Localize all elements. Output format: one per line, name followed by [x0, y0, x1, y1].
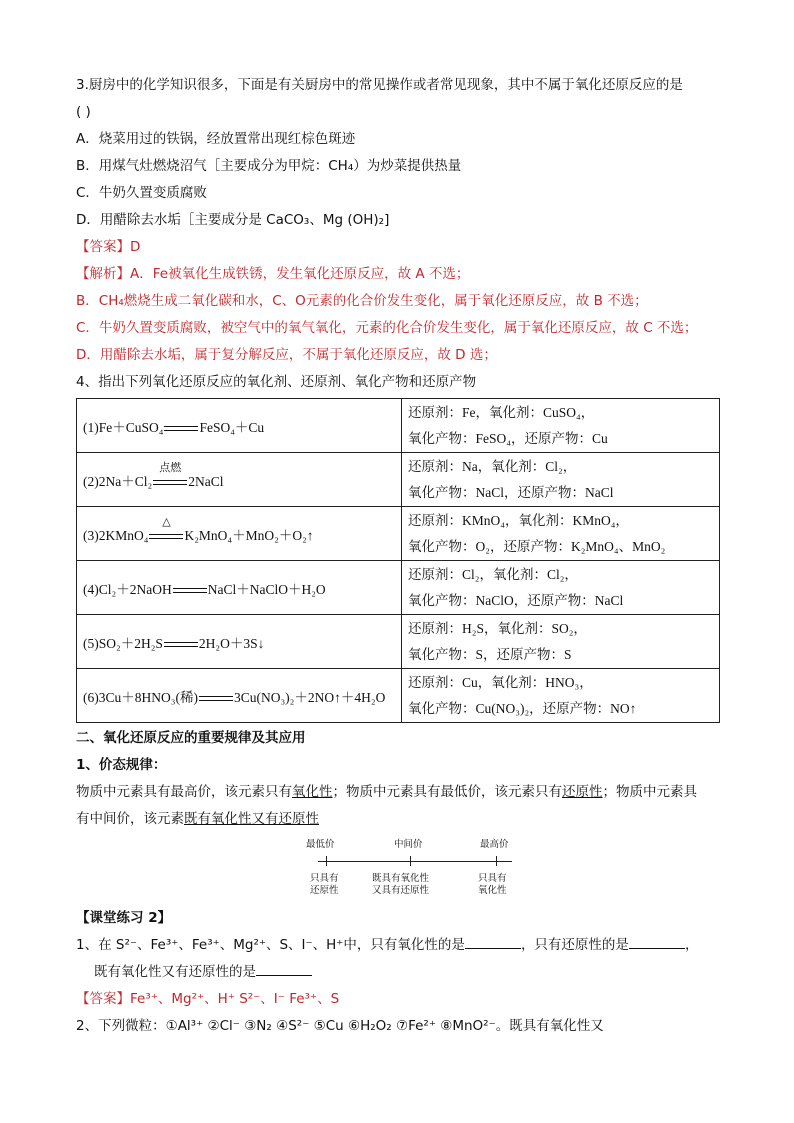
reaction-arrow — [163, 636, 199, 652]
answer-label: 【答案】 — [76, 991, 130, 1007]
q3-option-d: D．用醋除去水垢［主要成分是 CaCO₃、Mg (OH)₂] — [76, 212, 390, 228]
q1-text: ， — [684, 937, 699, 953]
q3-answer — [76, 234, 720, 261]
reaction-arrow: 点燃 — [152, 474, 188, 490]
q3-option-b: B．用煤气灶燃烧沼气［主要成分为甲烷：CH₄）为炒菜提供热量 — [76, 158, 462, 174]
reaction-table — [76, 398, 720, 723]
practice-q1-line1 — [76, 932, 720, 959]
q3-paren: ( ) — [76, 104, 91, 120]
practice-answer — [76, 986, 720, 1013]
document-page — [76, 72, 720, 1040]
reaction-row — [77, 453, 720, 507]
rule-line-2 — [76, 806, 720, 833]
reaction-equation: (1)Fe＋CuSO₄ FeSO₄＋Cu — [77, 399, 402, 453]
rule-text: ；物质中元素具 — [602, 784, 697, 800]
reaction-answer: 还原剂：Cl₂，氧化剂：Cl₂， 氧化产物：NaClO，还原产物：NaCl — [402, 561, 720, 615]
high-desc: 只具有 氧化性 — [478, 873, 507, 896]
rule-text: 物质中元素具有最高价，该元素只有 — [76, 784, 292, 800]
practice-q2: 2、下列微粒：①Al³⁺ ②Cl⁻ ③N₂ ④S²⁻ ⑤Cu ⑥H₂O₂ ⑦Fe²⁺ ⑧MnO²⁻。既具有氧化性又 — [76, 1018, 604, 1034]
practice-title: 【课堂练习 2】 — [76, 910, 172, 926]
reaction-arrow — [163, 420, 199, 436]
reaction-row — [77, 507, 720, 561]
valence-diagram — [306, 839, 520, 901]
answer-blank[interactable] — [629, 934, 685, 949]
rule-underline: 既有氧化性又有还原性 — [184, 811, 319, 827]
mid-desc: 既具有氧化性 又具有还原性 — [372, 873, 430, 896]
reaction-row — [77, 399, 720, 453]
q3-analysis-a — [76, 261, 720, 288]
reaction-row — [77, 615, 720, 669]
low-desc: 只具有 还原性 — [310, 873, 339, 896]
valence-axis — [318, 861, 512, 862]
q1-text: ，只有还原性的是 — [520, 937, 629, 953]
q1-text: 1、在 S²⁻、Fe³⁺、Fe³⁺、Mg²⁺、S、I⁻、H⁺中，只有氧化性的是 — [76, 937, 465, 953]
reaction-equation: (6)3Cu＋8HNO₃(稀) 3Cu(NO₃)₂＋2NO↑＋4H₂O — [77, 669, 402, 723]
answer-value: Fe³⁺、Mg²⁺、H⁺ S²⁻、I⁻ Fe³⁺、S — [130, 991, 340, 1007]
reaction-arrow — [172, 582, 208, 598]
subsection-title: 1、价态规律： — [76, 757, 167, 773]
answer-value: D — [130, 239, 141, 255]
reaction-answer: 还原剂：KMnO₄，氧化剂：KMnO₄， 氧化产物：O₂，还原产物：K₂MnO₄、MnO₂ — [402, 507, 720, 561]
section-title: 二、氧化还原反应的重要规律及其应用 — [76, 730, 306, 746]
analysis-label: 【解析】 — [76, 266, 130, 282]
reaction-equation: (5)SO₂＋2H₂S 2H₂O＋3S↓ — [77, 615, 402, 669]
tick-mid — [410, 856, 411, 866]
rule-text: ；物质中元素具有最低价，该元素只有 — [332, 784, 562, 800]
reaction-arrow — [198, 690, 234, 706]
q3-analysis-d: D．用醋除去水垢，属于复分解反应，不属于氧化还原反应，故 D 选； — [76, 347, 497, 363]
q4-stem: 4、指出下列氧化还原反应的氧化剂、还原剂、氧化产物和还原产物 — [76, 374, 477, 390]
reaction-equation: (3)2KMnO₄ △ K₂MnO₄＋MnO₂＋O₂↑ — [77, 507, 402, 561]
rule-text: 有中间价，该元素 — [76, 811, 184, 827]
label-high: 最高价 — [480, 839, 509, 850]
answer-blank[interactable] — [256, 961, 312, 976]
q3-analysis-c: C．牛奶久置变质腐败，被空气中的氧气氧化，元素的化合价发生变化，属于氧化还原反应，故 C 不选； — [76, 320, 698, 336]
reaction-row — [77, 669, 720, 723]
rule-underline: 氧化性 — [292, 784, 333, 800]
practice-q1-line2 — [76, 959, 720, 986]
q3-option-c: C．牛奶久置变质腐败 — [76, 185, 207, 201]
q3-option-a: A．烧菜用过的铁锅，经放置常出现红棕色斑迹 — [76, 131, 356, 147]
reaction-arrow: △ — [148, 528, 184, 544]
q1-text: 既有氧化性又有还原性的是 — [94, 964, 256, 980]
label-low: 最低价 — [306, 839, 335, 850]
rule-line-1 — [76, 779, 720, 806]
rule-underline: 还原性 — [562, 784, 603, 800]
tick-high — [496, 856, 497, 866]
reaction-answer: 还原剂：Fe，氧化剂：CuSO₄， 氧化产物：FeSO₄，还原产物：Cu — [402, 399, 720, 453]
q3-analysis-b: B．CH₄燃烧生成二氧化碳和水，C、O元素的化合价发生变化，属于氧化还原反应，故 B 不选； — [76, 293, 648, 309]
reaction-answer: 还原剂：Na，氧化剂：Cl₂， 氧化产物：NaCl，还原产物：NaCl — [402, 453, 720, 507]
analysis-line: A．Fe被氧化生成铁锈，发生氧化还原反应，故 A 不选； — [130, 266, 470, 282]
reaction-row — [77, 561, 720, 615]
label-mid: 中间价 — [394, 839, 423, 850]
answer-blank[interactable] — [465, 934, 521, 949]
answer-label: 【答案】 — [76, 239, 130, 255]
reaction-equation: (2)2Na＋Cl₂ 点燃 2NaCl — [77, 453, 402, 507]
tick-low — [326, 856, 327, 866]
reaction-answer: 还原剂：H₂S，氧化剂：SO₂， 氧化产物：S，还原产物：S — [402, 615, 720, 669]
reaction-answer: 还原剂：Cu，氧化剂：HNO₃， 氧化产物：Cu(NO₃)₂，还原产物：NO↑ — [402, 669, 720, 723]
q3-stem: 3.厨房中的化学知识很多，下面是有关厨房中的常见操作或者常见现象，其中不属于氧化还原反应的是 — [76, 77, 683, 93]
reaction-equation: (4)Cl₂＋2NaOH NaCl＋NaClO＋H₂O — [77, 561, 402, 615]
